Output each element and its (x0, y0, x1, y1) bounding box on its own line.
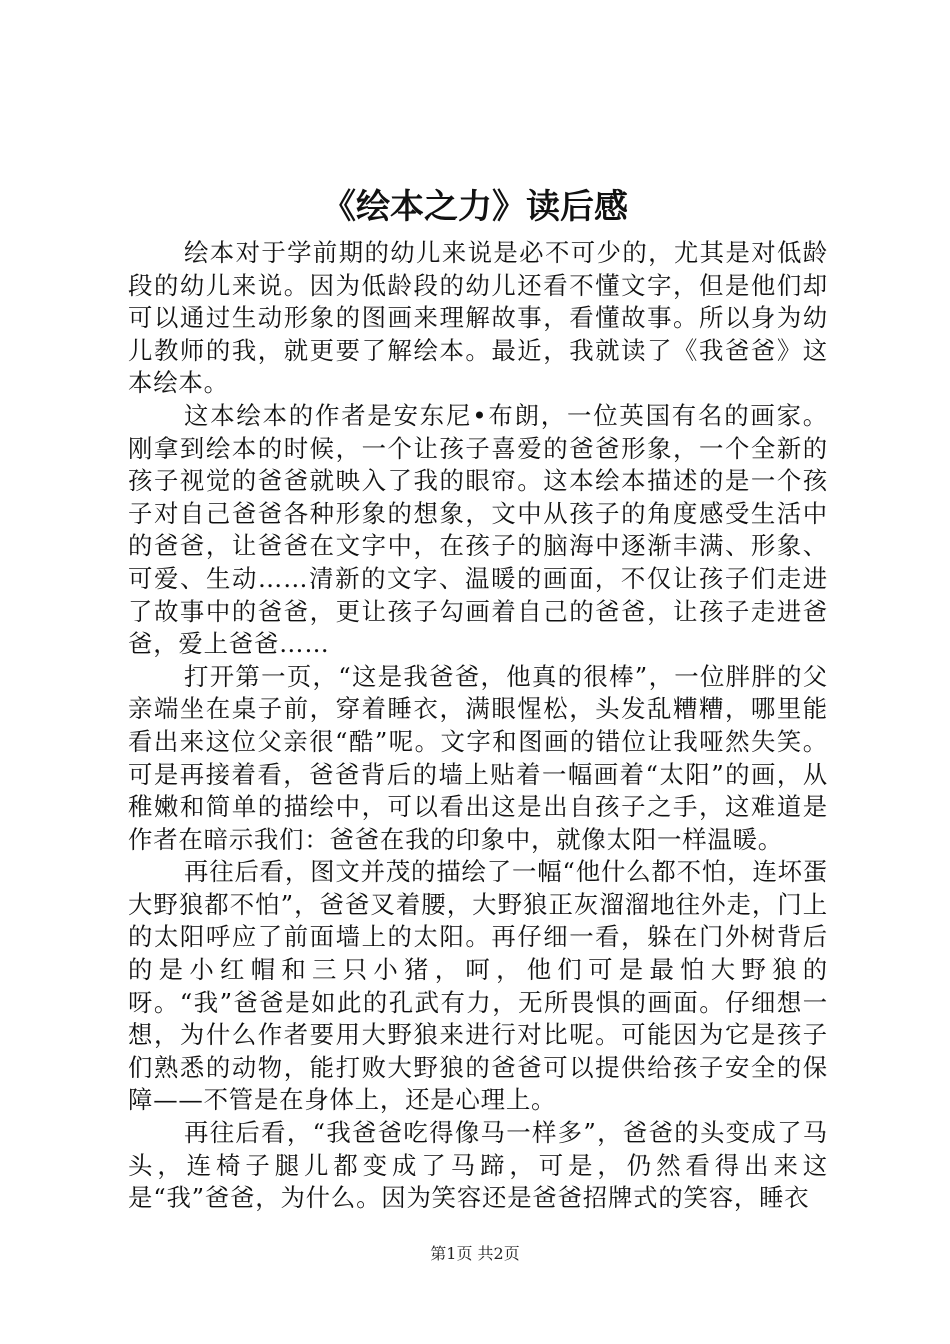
page-number-footer: 第1页 共2页 (430, 1244, 520, 1263)
paragraph: 这本绘本的作者是安东尼•布朗，一位英国有名的画家。刚拿到绘本的时候，一个让孩子喜爱的爸爸形象，一个全新的孩子视觉的爸爸就映入了我的眼帘。这本绘本描述的是一个孩子对自己爸爸各种形象的想象，文中从孩子的角度感受生活中的爸爸，让爸爸在文字中，在孩子的脑海中逐渐丰满、形象、可爱、生动……清新的文字、温暖的画面，不仅让孩子们走进了故事中的爸爸，更让孩子勾画着自己的爸爸，让孩子走进爸爸，爱上爸爸…… (128, 400, 828, 659)
paragraph: 再往后看，“我爸爸吃得像马一样多”，爸爸的头变成了马头，连椅子腿儿都变成了马蹄，可是，仍然看得出来这是“我”爸爸，为什么。因为笑容还是爸爸招牌式的笑容，睡衣 (128, 1118, 828, 1213)
paragraph: 打开第一页，“这是我爸爸，他真的很棒”，一位胖胖的父亲端坐在桌子前，穿着睡衣，满眼惺松，头发乱糟糟，哪里能看出来这位父亲很“酷”呢。文字和图画的错位让我哑然失笑。可是再接着看，爸爸背后的墙上贴着一幅画着“太阳”的画，从稚嫩和简单的描绘中，可以看出这是出自孩子之手，这难道是作者在暗示我们：爸爸在我的印象中，就像太阳一样温暖。 (128, 661, 828, 854)
paragraph: 绘本对于学前期的幼儿来说是必不可少的，尤其是对低龄段的幼儿来说。因为低龄段的幼儿还看不懂文字，但是他们却可以通过生动形象的图画来理解故事，看懂故事。所以身为幼儿教师的我，就更要了解绘本。最近，我就读了《我爸爸》这本绘本。 (128, 238, 828, 398)
document-title: 《绘本之力》读后感 (322, 187, 628, 227)
document-body (128, 237, 828, 1215)
paragraph: 再往后看，图文并茂的描绘了一幅“他什么都不怕，连坏蛋大野狼都不怕”，爸爸叉着腰，大野狼正灰溜溜地往外走，门上的太阳呼应了前面墙上的太阳。再仔细一看，躲在门外树背后的是小红帽和三只小猪，呵，他们可是最怕大野狼的呀。“我”爸爸是如此的孔武有力，无所畏惧的画面。仔细想一想，为什么作者要用大野狼来进行对比呢。可能因为它是孩子们熟悉的动物，能打败大野狼的爸爸可以提供给孩子安全的保障——不管是在身体上，还是心理上。 (128, 857, 828, 1115)
